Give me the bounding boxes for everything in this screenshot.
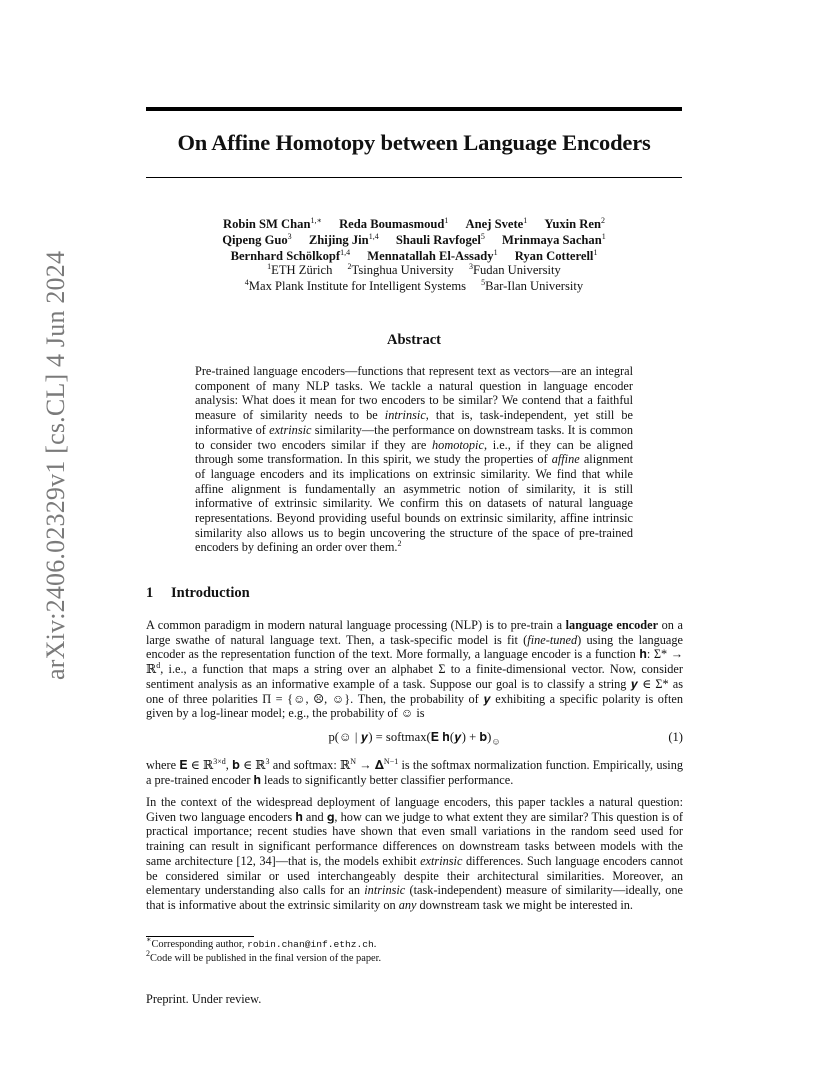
author-email[interactable]: robin.chan@inf.ethz.ch xyxy=(247,939,374,950)
paper-title: On Affine Homotopy between Language Encoders xyxy=(177,130,651,155)
author-affil-mark: 1 xyxy=(444,216,449,225)
affiliation-line-2 xyxy=(146,279,682,295)
author-affil-mark: 3 xyxy=(287,232,292,241)
arxiv-identifier: arXiv:2406.02329v1 [cs.CL] 4 Jun 2024 xyxy=(41,250,70,680)
intro-paragraph-1: A common paradigm in modern natural language processing (NLP) is to pre-train a language encoder on a large swathe of natural language text. Then, a task-specific model is fit (fine-tuned) using the language encoder as the representation function of the text. More formally, a language encoder is a function 𝐡: Σ* → ℝ$^d$, i.e., a function that maps a string over an alphabet Σ to a finite-dimensional vector. Now, consider sentiment analysis as an informative example of a task. Suppose our goal is to classify a string 𝒚 ∈ Σ* as one of three polarities Π = {☺, ☹, ☺}. Then, the probability of 𝒚 exhibiting a specific polarity is often given by a log-linear model; e.g., the probability of ☺ is xyxy=(146,618,683,721)
author-affil-mark: 1 xyxy=(493,248,498,257)
top-rule xyxy=(146,107,682,111)
affiliation: Bar-Ilan University xyxy=(485,278,584,293)
preprint-notice: Preprint. Under review. xyxy=(146,992,262,1006)
author-name: Reda Boumasmoud xyxy=(339,217,445,231)
author-line-2 xyxy=(146,232,682,248)
affil-mark: 3 xyxy=(469,262,473,271)
author-name: Shauli Ravfogel xyxy=(395,233,481,247)
footnote-rule xyxy=(146,936,254,937)
author-affil-mark: 1,∗ xyxy=(310,216,322,225)
affiliation: Max Plank Institute for Intelligent Systems xyxy=(248,278,467,293)
affiliations xyxy=(146,263,682,294)
author-line-1 xyxy=(146,216,682,232)
author-name: Bernhard Schölkopf xyxy=(230,249,341,263)
affiliation: ETH Zürich xyxy=(271,263,333,277)
author-affil-mark: 5 xyxy=(480,232,485,241)
abstract-body: Pre-trained language encoders—functions that represent text as vectors—are an integral component of many NLP tasks. We tackle a natural question in language encoder analysis: What does it mean for two encoders to be similar? We contend that a faithful measure of similarity needs to be intrinsic, that is, task-independent, yet still be informative of extrinsic similarity—the performance on downstream tasks. It is common to consider two encoders similar if they are homotopic, i.e., if they can be aligned through some transformation. In this spirit, we study the properties of affine alignment of language encoders and its implications on extrinsic similarity. We find that while affine alignment is fundamentally an asymmetric notion of similarity, it is still informative of extrinsic similarity. We confirm this on datasets of natural language representations. Beyond providing useful bounds on extrinsic similarity, affine intrinsic similarity also allows us to begin uncovering the structure of the space of pre-trained encoders by defining an order over them.$^2$ xyxy=(195,364,634,555)
affiliation: Tsinghua University xyxy=(351,263,454,277)
author-name: Zhijing Jin xyxy=(308,233,369,247)
author-affil-mark: 2 xyxy=(601,216,606,225)
section-number: 1 xyxy=(146,585,154,601)
author-affil-mark: 1 xyxy=(523,216,528,225)
title-rule xyxy=(146,177,682,178)
footnote-1: ∗Corresponding author, robin.chan@inf.ethz.ch. xyxy=(146,935,377,950)
equation-math: p(☺ | 𝒚) = softmax(𝐄 𝐡(𝒚) + $𝐛)_☺$ xyxy=(328,730,501,747)
author-name: Ryan Cotterell xyxy=(514,249,594,263)
footnote-mark: 2 xyxy=(397,539,402,549)
author-line-3 xyxy=(146,248,682,264)
author-name: Robin SM Chan xyxy=(222,217,311,231)
footnote-2: $^2$Code will be published in the final version of the paper. xyxy=(146,949,382,964)
equation-1 xyxy=(146,730,683,750)
section-title: Introduction xyxy=(171,585,250,601)
section-heading xyxy=(146,585,250,602)
affil-mark: 2 xyxy=(347,262,352,271)
author-affil-mark: 1,4 xyxy=(340,248,351,257)
equation-number: (1) xyxy=(668,730,683,744)
author-affil-mark: 1 xyxy=(593,248,598,257)
intro-paragraph-3: In the context of the widespread deployment of language encoders, this paper tackles a natural question: Given two language encoders 𝐡 and 𝐠, how can we judge to what extent they are similar? This question is of practical importance; recent studies have shown that even small variations in the random seed used for training can result in significant performance differences on downstream tasks between models with the same architecture [12, 34]—that is, the models exhibit extrinsic differences. Such language encoders cannot be considered similar or used interchangeably despite their architectural similarities. Moreover, an elementary understanding also calls for an intrinsic (task-independent) measure of similarity—ideally, one that is informative about the extrinsic similarity on any downstream task we might be interested in. xyxy=(146,795,683,912)
affiliation: Fudan University xyxy=(473,263,561,277)
author-name: Anej Svete xyxy=(465,217,524,231)
affil-mark: 1 xyxy=(267,262,272,271)
intro-paragraph-2: where 𝐄 ∈ ℝ$^{3\times d}$, 𝐛 ∈ ℝ$^3$ and softmax: ℝ$^N$ → 𝚫$^{N-1}$ is the softmax normalization function. Empirically, using a pre-trained encoder 𝐡 leads to significantly better classifier performance. xyxy=(146,757,684,787)
affiliation-line-1 xyxy=(146,263,682,279)
author-list xyxy=(146,216,682,264)
author-name: Yuxin Ren xyxy=(544,217,602,231)
author-affil-mark: 1 xyxy=(601,232,606,241)
author-name: Mennatallah El-Assady xyxy=(367,249,494,263)
affil-mark: 5 xyxy=(481,277,486,287)
abstract-heading: Abstract xyxy=(387,332,441,348)
affil-mark: 4 xyxy=(244,277,249,287)
author-affil-mark: 1,4 xyxy=(368,232,379,241)
author-name: Mrinmaya Sachan xyxy=(502,233,602,247)
author-name: Qipeng Guo xyxy=(222,233,288,247)
